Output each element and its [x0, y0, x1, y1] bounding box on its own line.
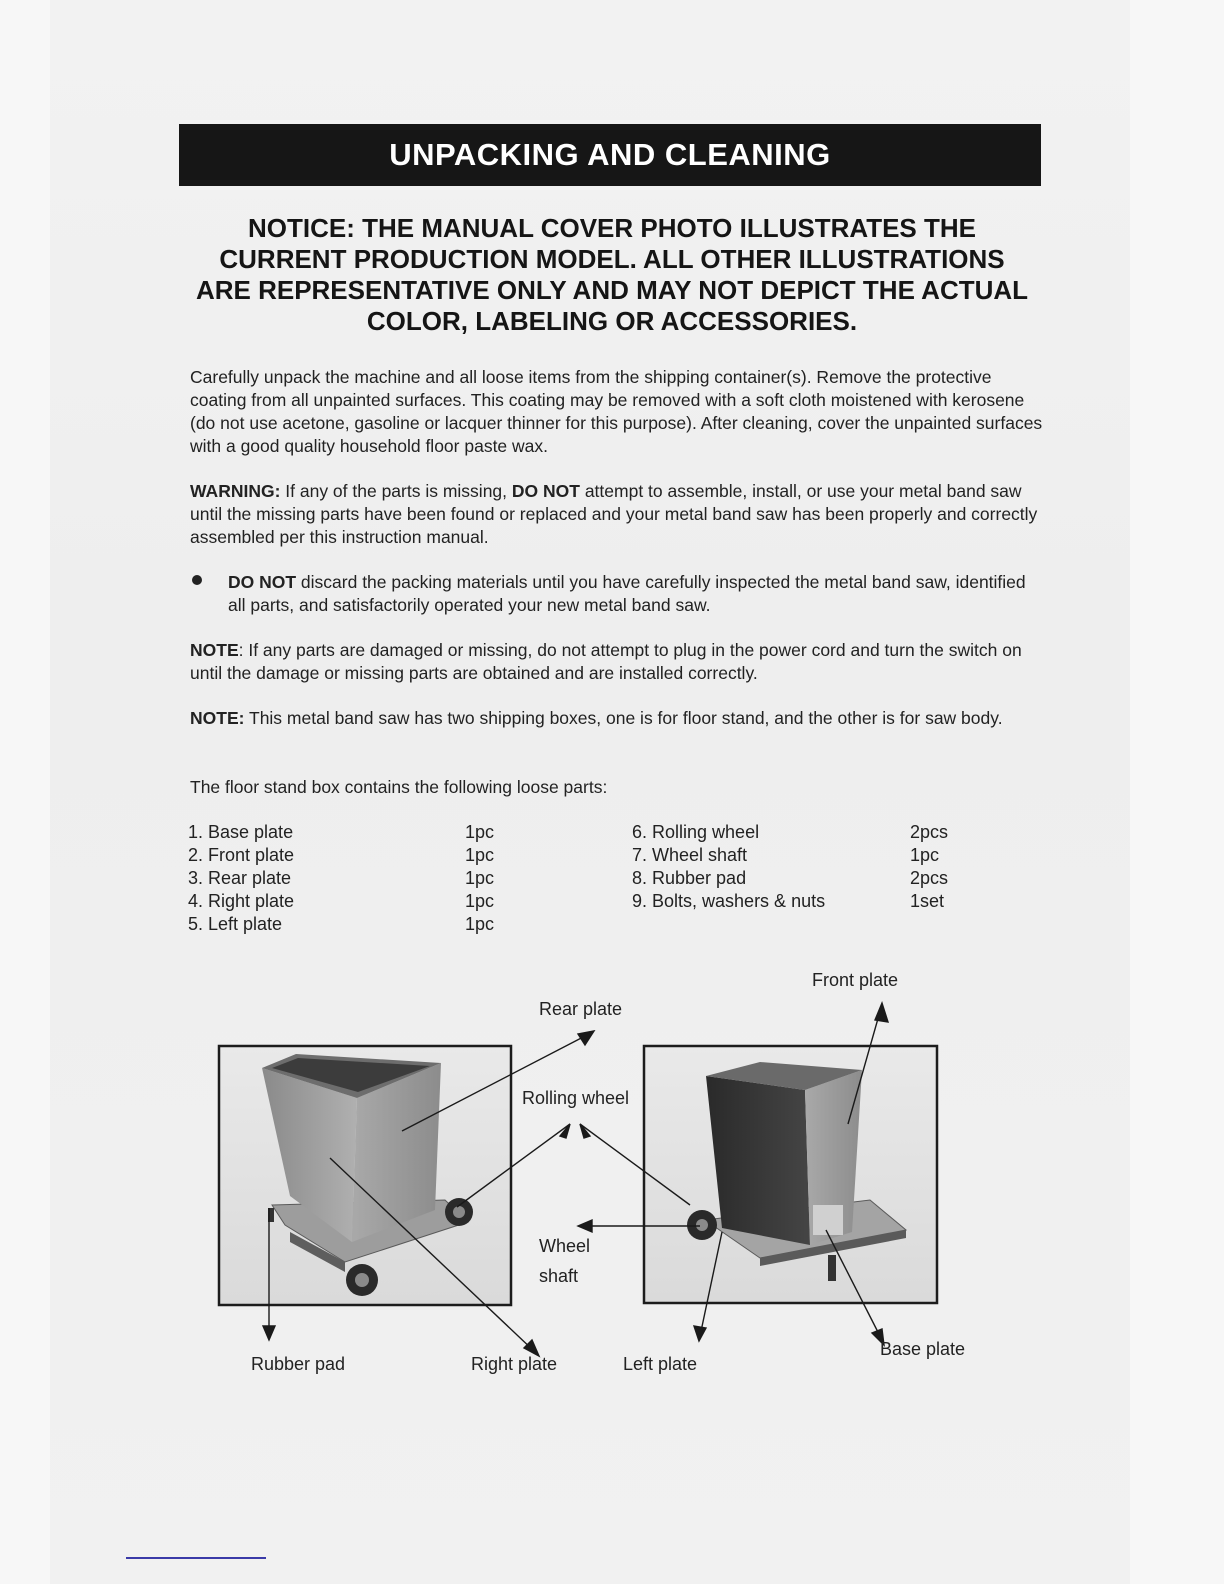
part-name: 6. Rolling wheel: [632, 822, 760, 842]
label-right-plate: Right plate: [471, 1354, 558, 1374]
part-qty: 1pc: [465, 845, 495, 865]
warning-text-pre: If any of the parts is missing,: [280, 481, 512, 501]
note1-text: : If any parts are damaged or missing, do not attempt to plug in the power cord and turn the switch on until the damage or missing parts are obtained and are installed correctly.: [190, 640, 1022, 683]
part-name: 1. Base plate: [188, 822, 294, 842]
right-photo: [644, 1046, 937, 1303]
label-wheel: Wheel: [539, 1236, 591, 1256]
warning-do-not: DO NOT: [511, 481, 580, 501]
label-shaft: shaft: [539, 1266, 579, 1286]
note2-text: This metal band saw has two shipping boxes, one is for floor stand, and the other is for saw body.: [244, 708, 1003, 728]
notice-line: ARE REPRESENTATIVE ONLY AND MAY NOT DEPICT THE ACTUAL: [195, 275, 1029, 305]
part-name: 8. Rubber pad: [632, 868, 747, 888]
label-rolling-wheel: Rolling wheel: [522, 1088, 630, 1108]
part-qty: 1pc: [465, 891, 495, 911]
part-qty: 1pc: [465, 914, 495, 934]
part-name: 5. Left plate: [188, 914, 283, 934]
unpack-paragraph: Carefully unpack the machine and all loose items from the shipping container(s). Remove the protective coating from all unpainted surfaces. This coating may be removed with a soft cloth moistened with kerosene (do not use acetone, gasoline or lacquer thinner for this purpose). After cleaning, cover the unpainted surfaces with a good quality household floor paste wax.: [190, 367, 1043, 456]
parts-intro: The floor stand box contains the following loose parts:: [190, 777, 608, 797]
note2-label: NOTE:: [190, 708, 245, 728]
bullet-do-not: DO NOT: [228, 572, 297, 592]
section-title: UNPACKING AND CLEANING: [179, 124, 1041, 186]
part-qty: 1pc: [910, 845, 940, 865]
notice-line: CURRENT PRODUCTION MODEL. ALL OTHER ILLUSTRATIONS: [219, 244, 1005, 274]
label-base-plate: Base plate: [880, 1339, 966, 1359]
warning-label: WARNING:: [190, 481, 281, 501]
notice-line: NOTICE: THE MANUAL COVER PHOTO ILLUSTRATES THE: [247, 213, 976, 243]
note1-label: NOTE: [190, 640, 239, 660]
part-name: 2. Front plate: [188, 845, 295, 865]
part-name: 7. Wheel shaft: [632, 845, 748, 865]
label-rubber-pad: Rubber pad: [251, 1354, 346, 1374]
part-qty: 2pcs: [910, 822, 949, 842]
label-front-plate: Front plate: [812, 970, 899, 990]
part-qty: 1pc: [465, 822, 495, 842]
label-rear-plate: Rear plate: [539, 999, 623, 1019]
warning-text-post: attempt to assemble, install, or use your metal band saw until the missing parts have been found or replaced and your metal band saw has been properly and correctly assembled per this instruction manual.: [190, 481, 1038, 547]
part-qty: 2pcs: [910, 868, 949, 888]
left-photo: [219, 1046, 511, 1305]
part-name: 3. Rear plate: [188, 868, 292, 888]
label-left-plate: Left plate: [623, 1354, 698, 1374]
bullet-text: discard the packing materials until you have carefully inspected the metal band saw, identified all parts, and satisfactorily operated your new metal band saw.: [228, 572, 1026, 615]
footer-rule: [126, 1557, 266, 1559]
part-qty: 1set: [910, 891, 945, 911]
part-name: 4. Right plate: [188, 891, 295, 911]
part-name: 9. Bolts, washers & nuts: [632, 891, 826, 911]
part-qty: 1pc: [465, 868, 495, 888]
notice-line: COLOR, LABELING OR ACCESSORIES.: [366, 306, 858, 336]
